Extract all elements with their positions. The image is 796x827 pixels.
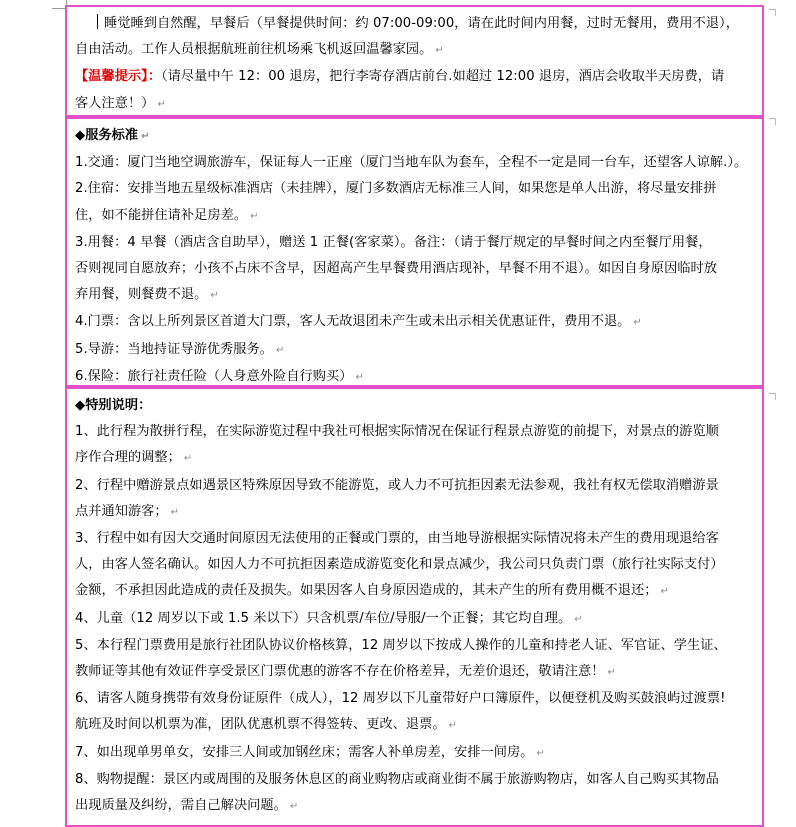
special-line: 金额，不承担因此造成的责任及损失。如果因客人自身原因造成的，其未产生的所有费用概不退还； ↵ — [75, 583, 669, 599]
special-line: 3、行程中如有因大交通时间原因无法使用的正餐或门票的，由当地导游根据实际情况将未产生的费用现退给客 — [75, 531, 719, 547]
special-line: 人，由客人签名确认。如因人力不可抗拒因素造成游览变化和景点减少，我公司只负责门票（旅行社实际支付） — [75, 557, 724, 573]
intro-line: 自由活动。工作人员根据航班前往机场乘飞机返回温馨家园。 ↵ — [75, 42, 444, 58]
special-line: 航班及时间以机票为准，团队优惠机票不得签转、更改、退票。 ↵ — [75, 717, 458, 733]
cell-end-mark — [769, 393, 776, 400]
service-standard-cell — [65, 117, 764, 387]
special-notes-cell — [65, 387, 764, 827]
paragraph-mark: ↵ — [210, 290, 219, 302]
paragraph-mark: ↵ — [289, 801, 299, 813]
service-line: 2.住宿：安排当地五星级标准酒店（未挂牌），厦门多数酒店无标准三人间，如果您是单人出游，将尽量安排拼 — [75, 181, 717, 197]
tip-label: 【温馨提示】： — [75, 69, 162, 85]
paragraph-mark: ↵ — [536, 747, 545, 759]
text-cursor — [97, 14, 98, 29]
paragraph-mark: ↵ — [633, 317, 642, 329]
service-line: 否则视同自愿放弃；小孩不占床不含早，因超高产生早餐费用酒店现补，早餐不用不退）。如因自身原因临时放 — [75, 261, 718, 277]
special-line: 序作合理的调整； ↵ — [75, 450, 193, 466]
intro-cell — [65, 5, 764, 117]
special-line: 6、请客人随身携带有效身份证原件（成人），12 周岁以下儿童带好户口簿原件，以便登机及购买鼓浪屿过渡票! — [75, 691, 726, 707]
paragraph-mark: ↵ — [435, 45, 444, 57]
paragraph-mark: ↵ — [355, 371, 364, 383]
paragraph-mark: ↵ — [660, 586, 669, 598]
service-line: 4.门票：含以上所列景区首道大门票，客人无故退团未产生或未出示相关优惠证件，费用不退。 ↵ — [75, 314, 642, 330]
special-line: 8、购物提醒：景区内或周围的及服务休息区的商业购物店或商业街不属于旅游购物店，如客人自己购买其物品 — [75, 771, 719, 787]
intro-line: 睡觉睡到自然醒，早餐后（早餐提供时间：约 07:00-09:00，请在此时间内用餐，过时无餐用，费用不退）， — [75, 11, 754, 37]
special-heading: ◆特别说明： — [75, 398, 152, 413]
cell-end-mark — [769, 118, 776, 125]
paragraph-mark: ↵ — [157, 98, 166, 110]
service-heading: ◆服务标准 ↵ — [75, 128, 150, 143]
paragraph-mark: ↵ — [141, 131, 150, 142]
paragraph-mark: ↵ — [574, 613, 583, 625]
service-line: 1.交通：厦门当地空调旅游车，保证每人一正座（厦门当地车队为套车，全程不一定是同一台车，还望客人谅解.）。 — [75, 155, 748, 171]
special-line: 7、如出现单男单女，安排三人间或加钢丝床；需客人补单房差，安排一间房。 ↵ — [75, 744, 545, 760]
service-line: 住，如不能拼住请补足房差。 ↵ — [75, 207, 259, 223]
document-body — [65, 5, 764, 827]
special-line: 出现质量及纠纷，需自己解决问题。 ↵ — [75, 798, 299, 814]
service-line: 弃用餐，则餐费不退。 ↵ — [75, 287, 219, 303]
special-line: 4、儿童（12 周岁以下或 1.5 米以下）只含机票/车位/导服/一个正餐；其它均自理。 ↵ — [75, 610, 583, 626]
paragraph-mark: ↵ — [170, 506, 180, 518]
paragraph-mark: ↵ — [250, 210, 259, 222]
cell-end-mark — [769, 9, 776, 16]
paragraph-mark: ↵ — [183, 453, 193, 465]
service-line: 3.用餐：4 早餐（酒店含自助早），赠送 1 正餐(客家菜）。备注：（请于餐厅规定的早餐时间之内至餐厅用餐， — [75, 234, 712, 250]
paragraph-mark: ↵ — [448, 720, 458, 732]
special-line: 点并通知游客； ↵ — [75, 503, 180, 519]
tip-line: 客人注意！） ↵ — [75, 95, 166, 111]
paragraph-mark: ↵ — [607, 667, 616, 679]
special-line: 1、此行程为散拼行程，在实际游览过程中我社可根据实际情况在保证行程景点游览的前提下，对景点的游览顺 — [75, 424, 719, 440]
special-line: 教师证等其他有效证件享受景区门票优惠的游客不存在价格差异，无差价退还，敬请注意！ ↵ — [75, 664, 616, 680]
service-line: 6.保险：旅行社责任险（人身意外险自行购买） ↵ — [75, 368, 364, 384]
service-line: 5.导游：当地持证导游优秀服务。 ↵ — [75, 341, 285, 357]
tip-line: 【温馨提示】：（请尽量中午 12：00 退房，把行李寄存酒店前台.如超过 12:00 退房，酒店会收取半天房费，请 — [75, 69, 725, 85]
special-line: 2、行程中赠游景点如遇景区特殊原因导致不能游览，或人力不可抗拒因素无法参观，我社有权无偿取消赠游景 — [75, 477, 719, 493]
special-line: 5、本行程门票费用是旅行社团队协议价格核算，12 周岁以下按成人操作的儿童和持老人证、军官证、学生证、 — [75, 637, 727, 653]
paragraph-mark: ↵ — [276, 344, 285, 356]
